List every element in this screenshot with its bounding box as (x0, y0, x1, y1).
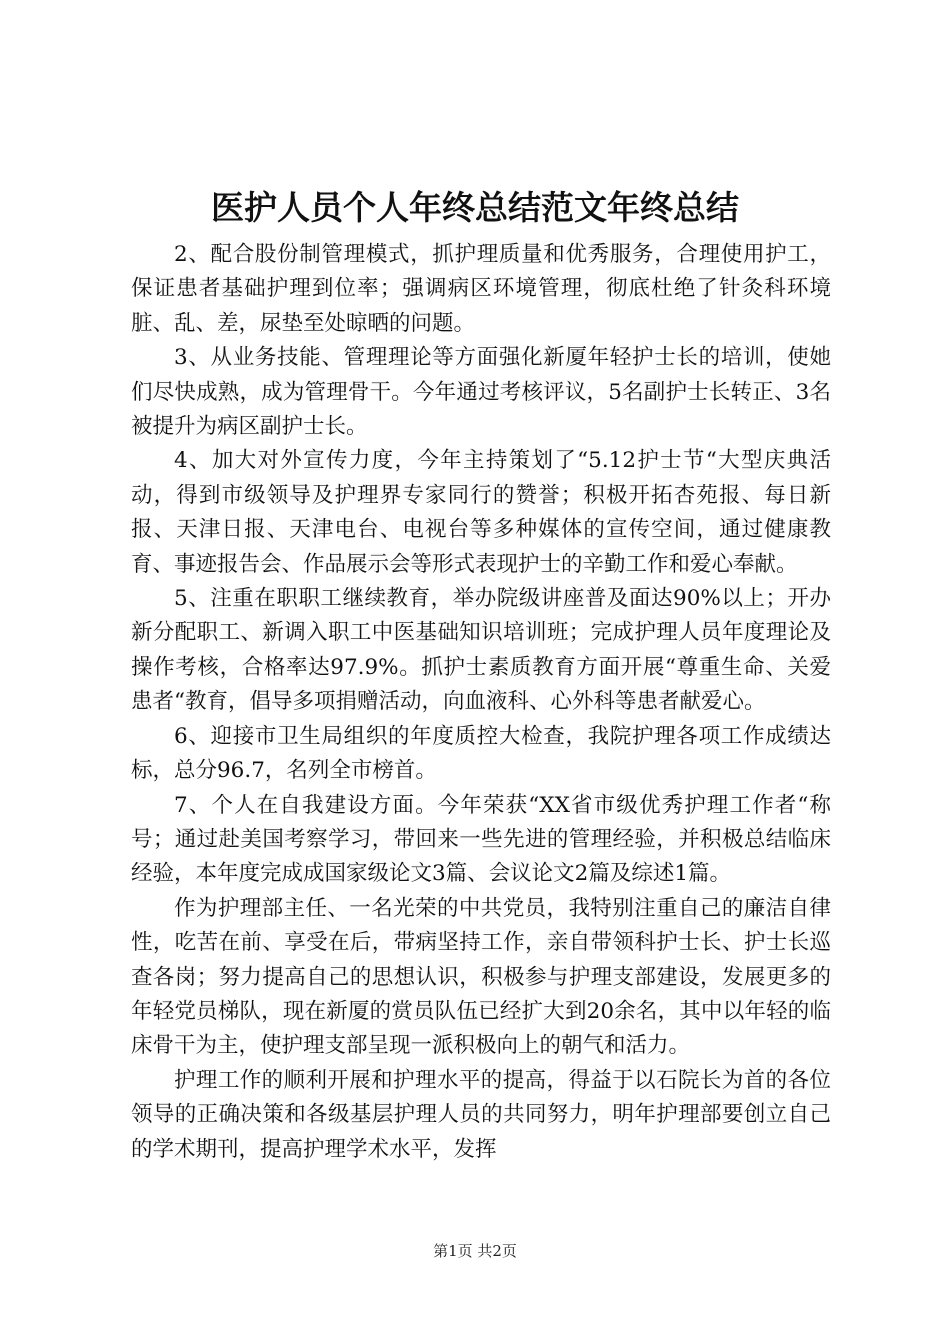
page-number-footer: 第1页 共2页 (433, 1242, 517, 1260)
paragraph: 作为护理部主任、一名光荣的中共党员，我特别注重自己的廉洁自律性，吃苦在前、享受在后，带病坚持工作，亲自带领科护士长、护士长巡查各岗；努力提高自己的思想认识，积极参与护理支部建设，发展更多的年轻党员梯队，现在新厦的赏员队伍已经扩大到20余名，其中以年轻的临床骨干为主，使护理支部呈现一派积极向上的朝气和活力。 (131, 895, 831, 1059)
paragraph: 护理工作的顺利开展和护理水平的提高，得益于以石院长为首的各位领导的正确决策和各级基层护理人员的共同努力，明年护理部要创立自己的学术期刊，提高护理学术水平，发挥 (131, 1067, 831, 1162)
paragraph: 7、个人在自我建设方面。今年荣获“XX省市级优秀护理工作者“称号；通过赴美国考察学习，带回来一些先进的管理经验，并积极总结临床经验，本年度完成成国家级论文3篇、会议论文2篇及综述1篇。 (131, 792, 831, 887)
paragraph: 2、配合股份制管理模式，抓护理质量和优秀服务，合理使用护工，保证患者基础护理到位率；强调病区环境管理，彻底杜绝了针灸科环境脏、乱、差，尿垫至处晾晒的问题。 (131, 242, 831, 336)
document-body (131, 238, 831, 1167)
paragraph: 5、注重在职职工继续教育，举办院级讲座普及面达90%以上；开办新分配职工、新调入职工中医基础知识培训班；完成护理人员年度理论及操作考核，合格率达97.9%。抓护士素质教育方面开展“尊重生命、关爱患者“教育，倡导多项捐赠活动，向血液科、心外科等患者献爱心。 (131, 586, 831, 715)
paragraph: 3、从业务技能、管理理论等方面强化新厦年轻护士长的培训，使她们尽快成熟，成为管理骨干。今年通过考核评议，5名副护士长转正、3名被提升为病区副护士长。 (131, 345, 831, 440)
document-title: 医护人员个人年终总结范文年终总结 (211, 188, 739, 227)
paragraph: 6、迎接市卫生局组织的年度质控大检查，我院护理各项工作成绩达标，总分96.7，名列全市榜首。 (131, 723, 831, 784)
paragraph: 4、加大对外宣传力度，今年主持策划了“5.12护士节“大型庆典活动，得到市级领导及护理界专家同行的赞誉；积极开拓杏苑报、每日新报、天津日报、天津电台、电视台等多种媒体的宣传空间，通过健康教育、事迹报告会、作品展示会等形式表现护士的辛勤工作和爱心奉献。 (131, 448, 831, 577)
